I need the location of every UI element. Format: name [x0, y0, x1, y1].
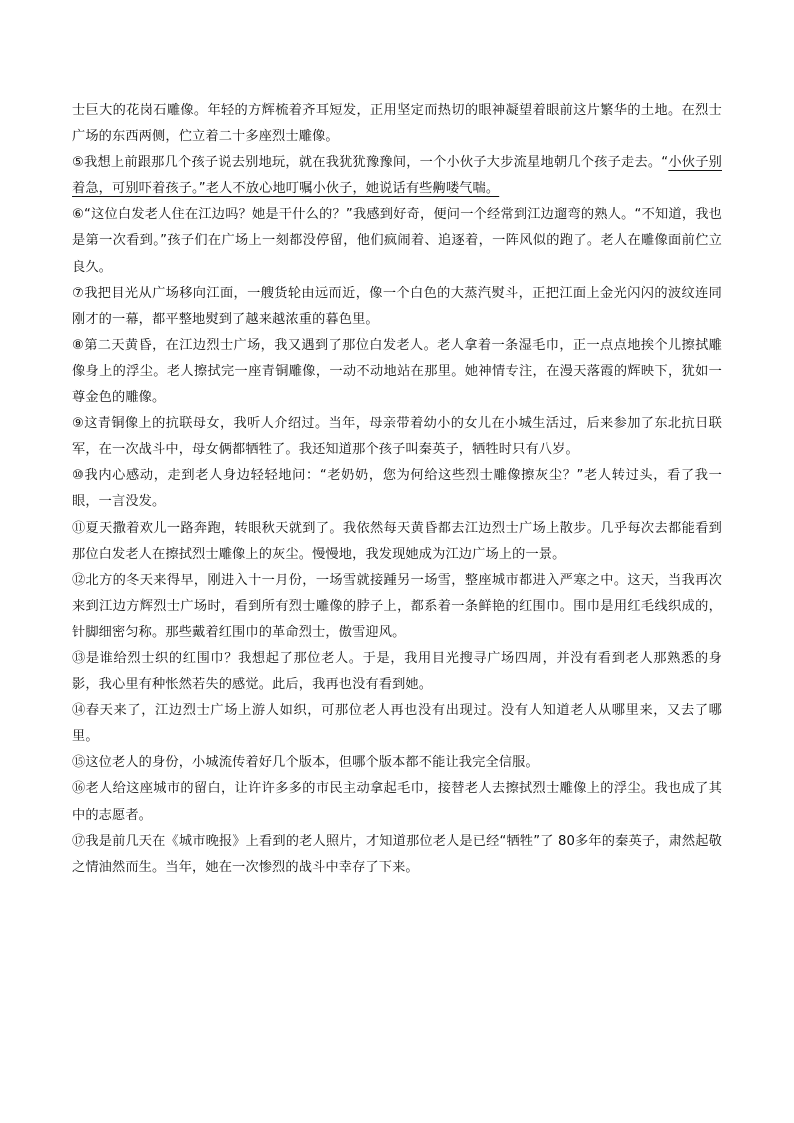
- paragraph: [72, 646, 722, 698]
- paragraph: [72, 829, 722, 881]
- paragraph-text: ⑪夏天撒着欢儿一路奔跑，转眼秋天就到了。我依然每天黄昏都去江边烈士广场上散步。几乎每次去都能看到那位白发老人在擦拭烈士雕像上的灰尘。慢慢地，我发现她成为江边广场上的一景。: [72, 520, 722, 562]
- paragraph: [72, 750, 722, 776]
- paragraph: [72, 150, 722, 202]
- paragraph: [72, 776, 722, 828]
- paragraph-text: ⑯老人给这座城市的留白，让许许多多的市民主动拿起毛巾，接替老人去擦拭烈士雕像上的浮尘。我也成了其中的志愿者。: [72, 781, 722, 823]
- paragraph: [72, 698, 722, 750]
- paragraph: [72, 463, 722, 515]
- paragraph: [72, 411, 722, 463]
- paragraph-text: ⑫北方的冬天来得早，刚进入十一月份，一场雪就接踵另一场雪，整座城市都进入严寒之中。这天，当我再次来到江边方辉烈士广场时，看到所有烈士雕像的脖子上，都系着一条鲜艳的红围巾。围巾是用红毛线织成的，针脚细密匀称。那些戴着红围巾的革命烈士，傲雪迎风。: [72, 572, 722, 640]
- paragraph: [72, 333, 722, 411]
- paragraph-text: ⑤我想上前跟那几个孩子说去别地玩，就在我犹犹豫豫间，一个小伙子大步流星地朝几个孩子走去。“: [72, 155, 669, 171]
- paragraph: [72, 98, 722, 150]
- paragraph-text: ⑭春天来了，江边烈士广场上游人如织，可那位老人再也没有出现过。没有人知道老人从哪里来，又去了哪里。: [72, 703, 722, 745]
- paragraph: [72, 202, 722, 280]
- document-body-text: [72, 98, 722, 881]
- paragraph-text: ⑬是谁给烈士织的红围巾？我想起了那位老人。于是，我用目光搜寻广场四周，并没有看到老人那熟悉的身影，我心里有种怅然若失的感觉。此后，我再也没有看到她。: [72, 650, 722, 693]
- paragraph: [72, 568, 722, 646]
- paragraph-text: ⑧第二天黄昏，在江边烈士广场，我又遇到了那位白发老人。老人拿着一条湿毛巾，正一点点地挨个儿擦拭雕像身上的浮尘。老人擦拭完一座青铜雕像，一动不动地站在那里。她神情专注，在漫天落霞的辉映下，犹如一尊金色的雕像。: [72, 337, 722, 406]
- paragraph-text: ⑦我把目光从广场移向江面，一艘货轮由远而近，像一个白色的大蒸汽熨斗，正把江面上金光闪闪的波纹连同刚才的一幕，都平整地熨到了越来越浓重的暮色里。: [72, 285, 722, 327]
- paragraph-text: ⑰我是前几天在《城市晚报》上看到的老人照片，才知道那位老人是已经“牺牲”了 80多年的秦英子，肃然起敬之情油然而生。当年，她在一次惨烈的战斗中幸存了下来。: [72, 833, 722, 875]
- paragraph-text: ⑮这位老人的身份，小城流传着好几个版本，但哪个版本都不能让我完全信服。: [72, 755, 539, 771]
- paragraph-text: ⑨这青铜像上的抗联母女，我听人介绍过。当年，母亲带着幼小的女儿在小城生活过，后来参加了东北抗日联军，在一次战斗中，母女俩都牺牲了。我还知道那个孩子叫秦英子，牺牲时只有八岁。: [72, 416, 722, 458]
- paragraph-text: 士巨大的花岗石雕像。年轻的方辉梳着齐耳短发，正用坚定而热切的眼神凝望着眼前这片繁华的土地。在烈士广场的东西两侧，伫立着二十多座烈士雕像。: [72, 103, 722, 145]
- underlined-text: 小伙子别着急，可别吓着孩子。”老人不放心地叮嘱小伙子，她说话有些齁喽气喘。: [72, 155, 722, 197]
- paragraph-text: ⑩我内心感动，走到老人身边轻轻地问：“老奶奶，您为何给这些烈士雕像擦灰尘？”老人转过头，看了我一眼，一言没发。: [72, 468, 722, 510]
- paragraph: [72, 281, 722, 333]
- paragraph: [72, 516, 722, 568]
- paragraph-text: ⑥“这位白发老人住在江边吗？她是干什么的？”我感到好奇，便问一个经常到江边遛弯的熟人。“不知道，我也是第一次看到。”孩子们在广场上一刻都没停留，他们疯闹着、追逐着，一阵风似的跑了。老人在雕像面前伫立良久。: [72, 207, 722, 275]
